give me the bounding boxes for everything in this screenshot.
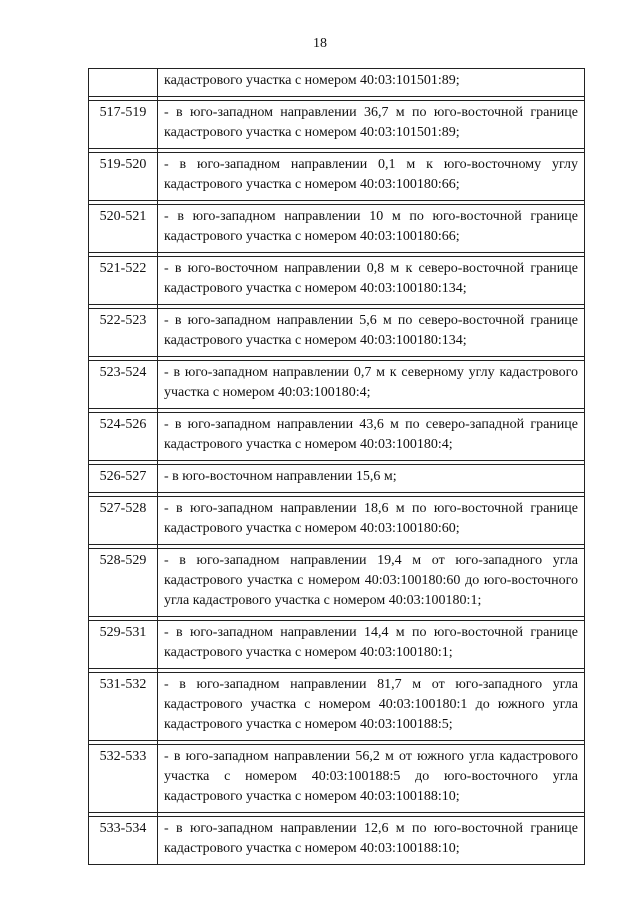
boundary-description-cell: - в юго-западном направлении 56,2 м от южного угла кадастрового участка с номером 40:03:100188:5 до юго-восточного угла кадастрового участка с номером 40:03:100188:10; xyxy=(158,745,585,813)
boundary-description-table xyxy=(88,68,585,865)
boundary-points-cell: 527-528 xyxy=(89,497,158,545)
table-row xyxy=(89,745,585,813)
boundary-points-cell: 519-520 xyxy=(89,153,158,201)
page-number: 18 xyxy=(313,36,327,51)
boundary-description-cell: - в юго-западном направлении 0,7 м к северному углу кадастрового участка с номером 40:03:100180:4; xyxy=(158,361,585,409)
table-row xyxy=(89,257,585,305)
boundary-points-cell xyxy=(89,69,158,97)
boundary-points-cell: 524-526 xyxy=(89,413,158,461)
boundary-points-cell: 529-531 xyxy=(89,621,158,669)
boundary-description-cell: - в юго-западном направлении 36,7 м по юго-восточной границе кадастрового участка с номером 40:03:101501:89; xyxy=(158,101,585,149)
boundary-description-cell: - в юго-западном направлении 81,7 м от юго-западного угла кадастрового участка с номером 40:03:100180:1 до южного угла кадастрового участка с номером 40:03:100188:5; xyxy=(158,673,585,741)
table-row xyxy=(89,361,585,409)
table-row xyxy=(89,101,585,149)
table-body xyxy=(89,69,585,865)
boundary-description-cell: - в юго-западном направлении 18,6 м по юго-восточной границе кадастрового участка с номером 40:03:100180:60; xyxy=(158,497,585,545)
boundary-points-cell: 522-523 xyxy=(89,309,158,357)
boundary-points-cell: 533-534 xyxy=(89,817,158,865)
table-row xyxy=(89,817,585,865)
boundary-points-cell: 526-527 xyxy=(89,465,158,493)
boundary-description-cell: - в юго-западном направлении 5,6 м по северо-восточной границе кадастрового участка с номером 40:03:100180:134; xyxy=(158,309,585,357)
boundary-points-cell: 517-519 xyxy=(89,101,158,149)
boundary-description-cell: - в юго-восточном направлении 15,6 м; xyxy=(158,465,585,493)
table-row xyxy=(89,549,585,617)
boundary-description-cell: - в юго-западном направлении 43,6 м по северо-западной границе кадастрового участка с номером 40:03:100180:4; xyxy=(158,413,585,461)
table-row xyxy=(89,465,585,493)
boundary-description-cell: - в юго-западном направлении 0,1 м к юго-восточному углу кадастрового участка с номером 40:03:100180:66; xyxy=(158,153,585,201)
table-row xyxy=(89,621,585,669)
table-row xyxy=(89,69,585,97)
boundary-points-cell: 523-524 xyxy=(89,361,158,409)
boundary-points-cell: 520-521 xyxy=(89,205,158,253)
boundary-description-cell: - в юго-западном направлении 10 м по юго-восточной границе кадастрового участка с номером 40:03:100180:66; xyxy=(158,205,585,253)
boundary-points-cell: 532-533 xyxy=(89,745,158,813)
table-row xyxy=(89,153,585,201)
boundary-description-cell: кадастрового участка с номером 40:03:101501:89; xyxy=(158,69,585,97)
boundary-description-cell: - в юго-западном направлении 19,4 м от юго-западного угла кадастрового участка с номером 40:03:100180:60 до юго-восточного угла кадастрового участка с номером 40:03:100180:1; xyxy=(158,549,585,617)
table-row xyxy=(89,497,585,545)
boundary-description-cell: - в юго-западном направлении 12,6 м по юго-восточной границе кадастрового участка с номером 40:03:100188:10; xyxy=(158,817,585,865)
boundary-points-cell: 531-532 xyxy=(89,673,158,741)
boundary-description-cell: - в юго-восточном направлении 0,8 м к северо-восточной границе кадастрового участка с номером 40:03:100180:134; xyxy=(158,257,585,305)
table-row xyxy=(89,309,585,357)
boundary-points-cell: 521-522 xyxy=(89,257,158,305)
table-row xyxy=(89,673,585,741)
boundary-description-cell: - в юго-западном направлении 14,4 м по юго-восточной границе кадастрового участка с номером 40:03:100180:1; xyxy=(158,621,585,669)
table-row xyxy=(89,205,585,253)
boundary-points-cell: 528-529 xyxy=(89,549,158,617)
table-row xyxy=(89,413,585,461)
